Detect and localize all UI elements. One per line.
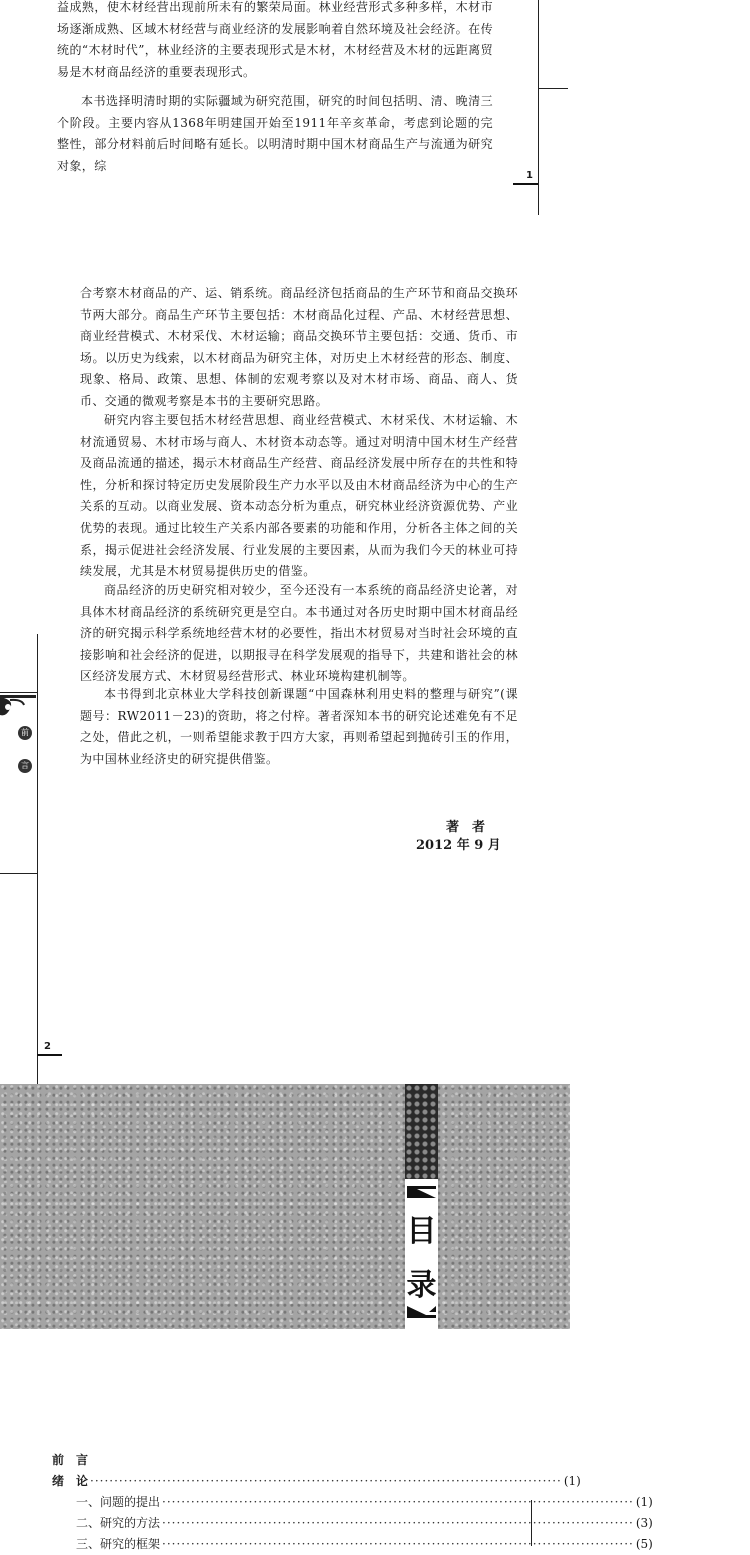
toc-title-char-lu: 录 xyxy=(406,1268,437,1303)
toc-entry-page: (5) xyxy=(635,1537,653,1551)
page1-right-rule xyxy=(538,0,539,215)
page1-paragraph-fragment: 益成熟，使木材经营出现前所未有的繁荣局面。林业经营形式多种多样，木材市场逐渐成熟、区域木材经营与商业经济的发展影响着自然环境及社会经济。在传统的“木材时代”，林业经济的主要表现形式是木材，木材经营及木材的远距离贸易是木材商品经济的重要表现形式。 xyxy=(57,0,493,79)
toc-leader-dots: ·································································································· xyxy=(162,1537,634,1551)
toc-leader-dots: ·································································································· xyxy=(162,1516,634,1530)
toc-entry-label: 一、问题的提出 xyxy=(76,1495,161,1509)
floral-pattern-icon xyxy=(405,1084,438,1179)
page1-right-tick xyxy=(538,88,568,89)
toc-entry-label: 三、研究的框架 xyxy=(76,1537,161,1551)
toc-entry[interactable] xyxy=(52,1450,492,1471)
toc-banner-column xyxy=(405,1084,438,1329)
toc-entry[interactable] xyxy=(52,1471,581,1492)
page1-number: 1 xyxy=(526,170,533,181)
cloud-ornament-icon xyxy=(0,689,38,729)
toc-banner xyxy=(0,1084,570,1329)
side-badge-qian: 前 xyxy=(18,726,32,740)
signature-date: 2012 年 9 月 xyxy=(416,838,501,853)
toc-leader-dots: ·································································································· xyxy=(90,1474,562,1488)
page1-number-mark xyxy=(513,183,538,185)
toc-entry-label: 二、研究的方法 xyxy=(76,1516,161,1530)
page2-number-mark xyxy=(37,1054,62,1056)
toc-entry-label: 绪 论 xyxy=(52,1474,89,1488)
page2-paragraph-3: 商品经济的历史研究相对较少，至今还没有一本系统的商品经济史论著，对具体木材商品经济的系统研究更是空白。本书通过对各历史时期中国木材商品经济的研究揭示科学系统地经营木材的必要性，指出木材贸易对当时社会环境的直接影响和社会经济的促进，以期报寻在科学发展观的指导下，共建和谐社会的林区经济发展方式、木材贸易经营形式、林业环境构建机制等。 xyxy=(80,583,518,684)
toc-entry-page: (1) xyxy=(635,1495,653,1509)
table-of-contents xyxy=(52,1450,653,1555)
toc-entry-page: (3) xyxy=(635,1516,653,1530)
toc-entry-label: 前 言 xyxy=(52,1453,89,1467)
page2-paragraph-4: 本书得到北京林业大学科技创新课题“中国森林利用史料的整理与研究”(课题号：RW2011－23)的资助，将之付梓。著者深知本书的研究论述难免有不足之处，借此之机，一则希望能求教于四方大家，再则希望起到抛砖引玉的作用，为中国林业经济史的研究提供借鉴。 xyxy=(80,687,518,766)
toc-entry[interactable] xyxy=(52,1492,653,1513)
page2-paragraph-1: 合考察木材商品的产、运、销系统。商品经济包括商品的生产环节和商品交换环节两大部分。商品生产环节主要包括：木材商品化过程、产品、木材经营思想、商业经营模式、木材采伐、木材运输；商品交换环节主要包括：交通、货币、市场。以历史为线索，以木材商品为研究主体，对历史上木材经营的形态、制度、现象、格局、政策、思想、体制的宏观考察以及对木材市场、商品、商人、货币、交通的微观考察是本书的主要研究思路。 xyxy=(80,286,518,408)
side-badge-yan: 言 xyxy=(18,759,32,773)
toc-entry-page: (1) xyxy=(563,1474,581,1488)
toc-entry[interactable] xyxy=(52,1534,653,1555)
page1-paragraph-scope: 本书选择明清时期的实际疆域为研究范围，研究的时间包括明、清、晚清三个阶段。主要内容从1368年明建国开始至1911年辛亥革命，考虑到论题的完整性，部分材料前后时间略有延长。以明清时期中国木材商品生产与流通为研究对象，综 xyxy=(57,94,493,173)
page2-paragraph-2: 研究内容主要包括木材经营思想、商业经营模式、木材采伐、木材运输、木材流通贸易、木材市场与商人、木材资本动态等。通过对明清中国木材生产经营及商品流通的描述，揭示木材商品生产经营、商品经济发展中所存在的共性和特性，分析和探讨特定历史发展阶段生产力水平以及由木材商品经济为中心的生产关系的互动。以商业发展、资本动态分析为重点，研究林业经济资源优势、产业优势的表现。通过比较生产关系内部各要素的功能和作用，分析各主体之间的关系，揭示促进社会经济发展、行业发展的主要因素，从而为我们今天的林业可持续发展，尤其是木材贸易提供历史的借鉴。 xyxy=(80,413,518,579)
toc-title-char-mu: 目 xyxy=(406,1214,437,1249)
bracket-top-icon xyxy=(407,1186,436,1198)
page2-number: 2 xyxy=(44,1041,51,1052)
bracket-bottom-icon xyxy=(407,1306,436,1318)
toc-entry[interactable] xyxy=(52,1513,653,1534)
signature-author: 著 者 xyxy=(446,820,486,835)
page2-left-tick-bottom xyxy=(0,873,37,874)
toc-leader-dots: ·································································································· xyxy=(162,1495,634,1509)
